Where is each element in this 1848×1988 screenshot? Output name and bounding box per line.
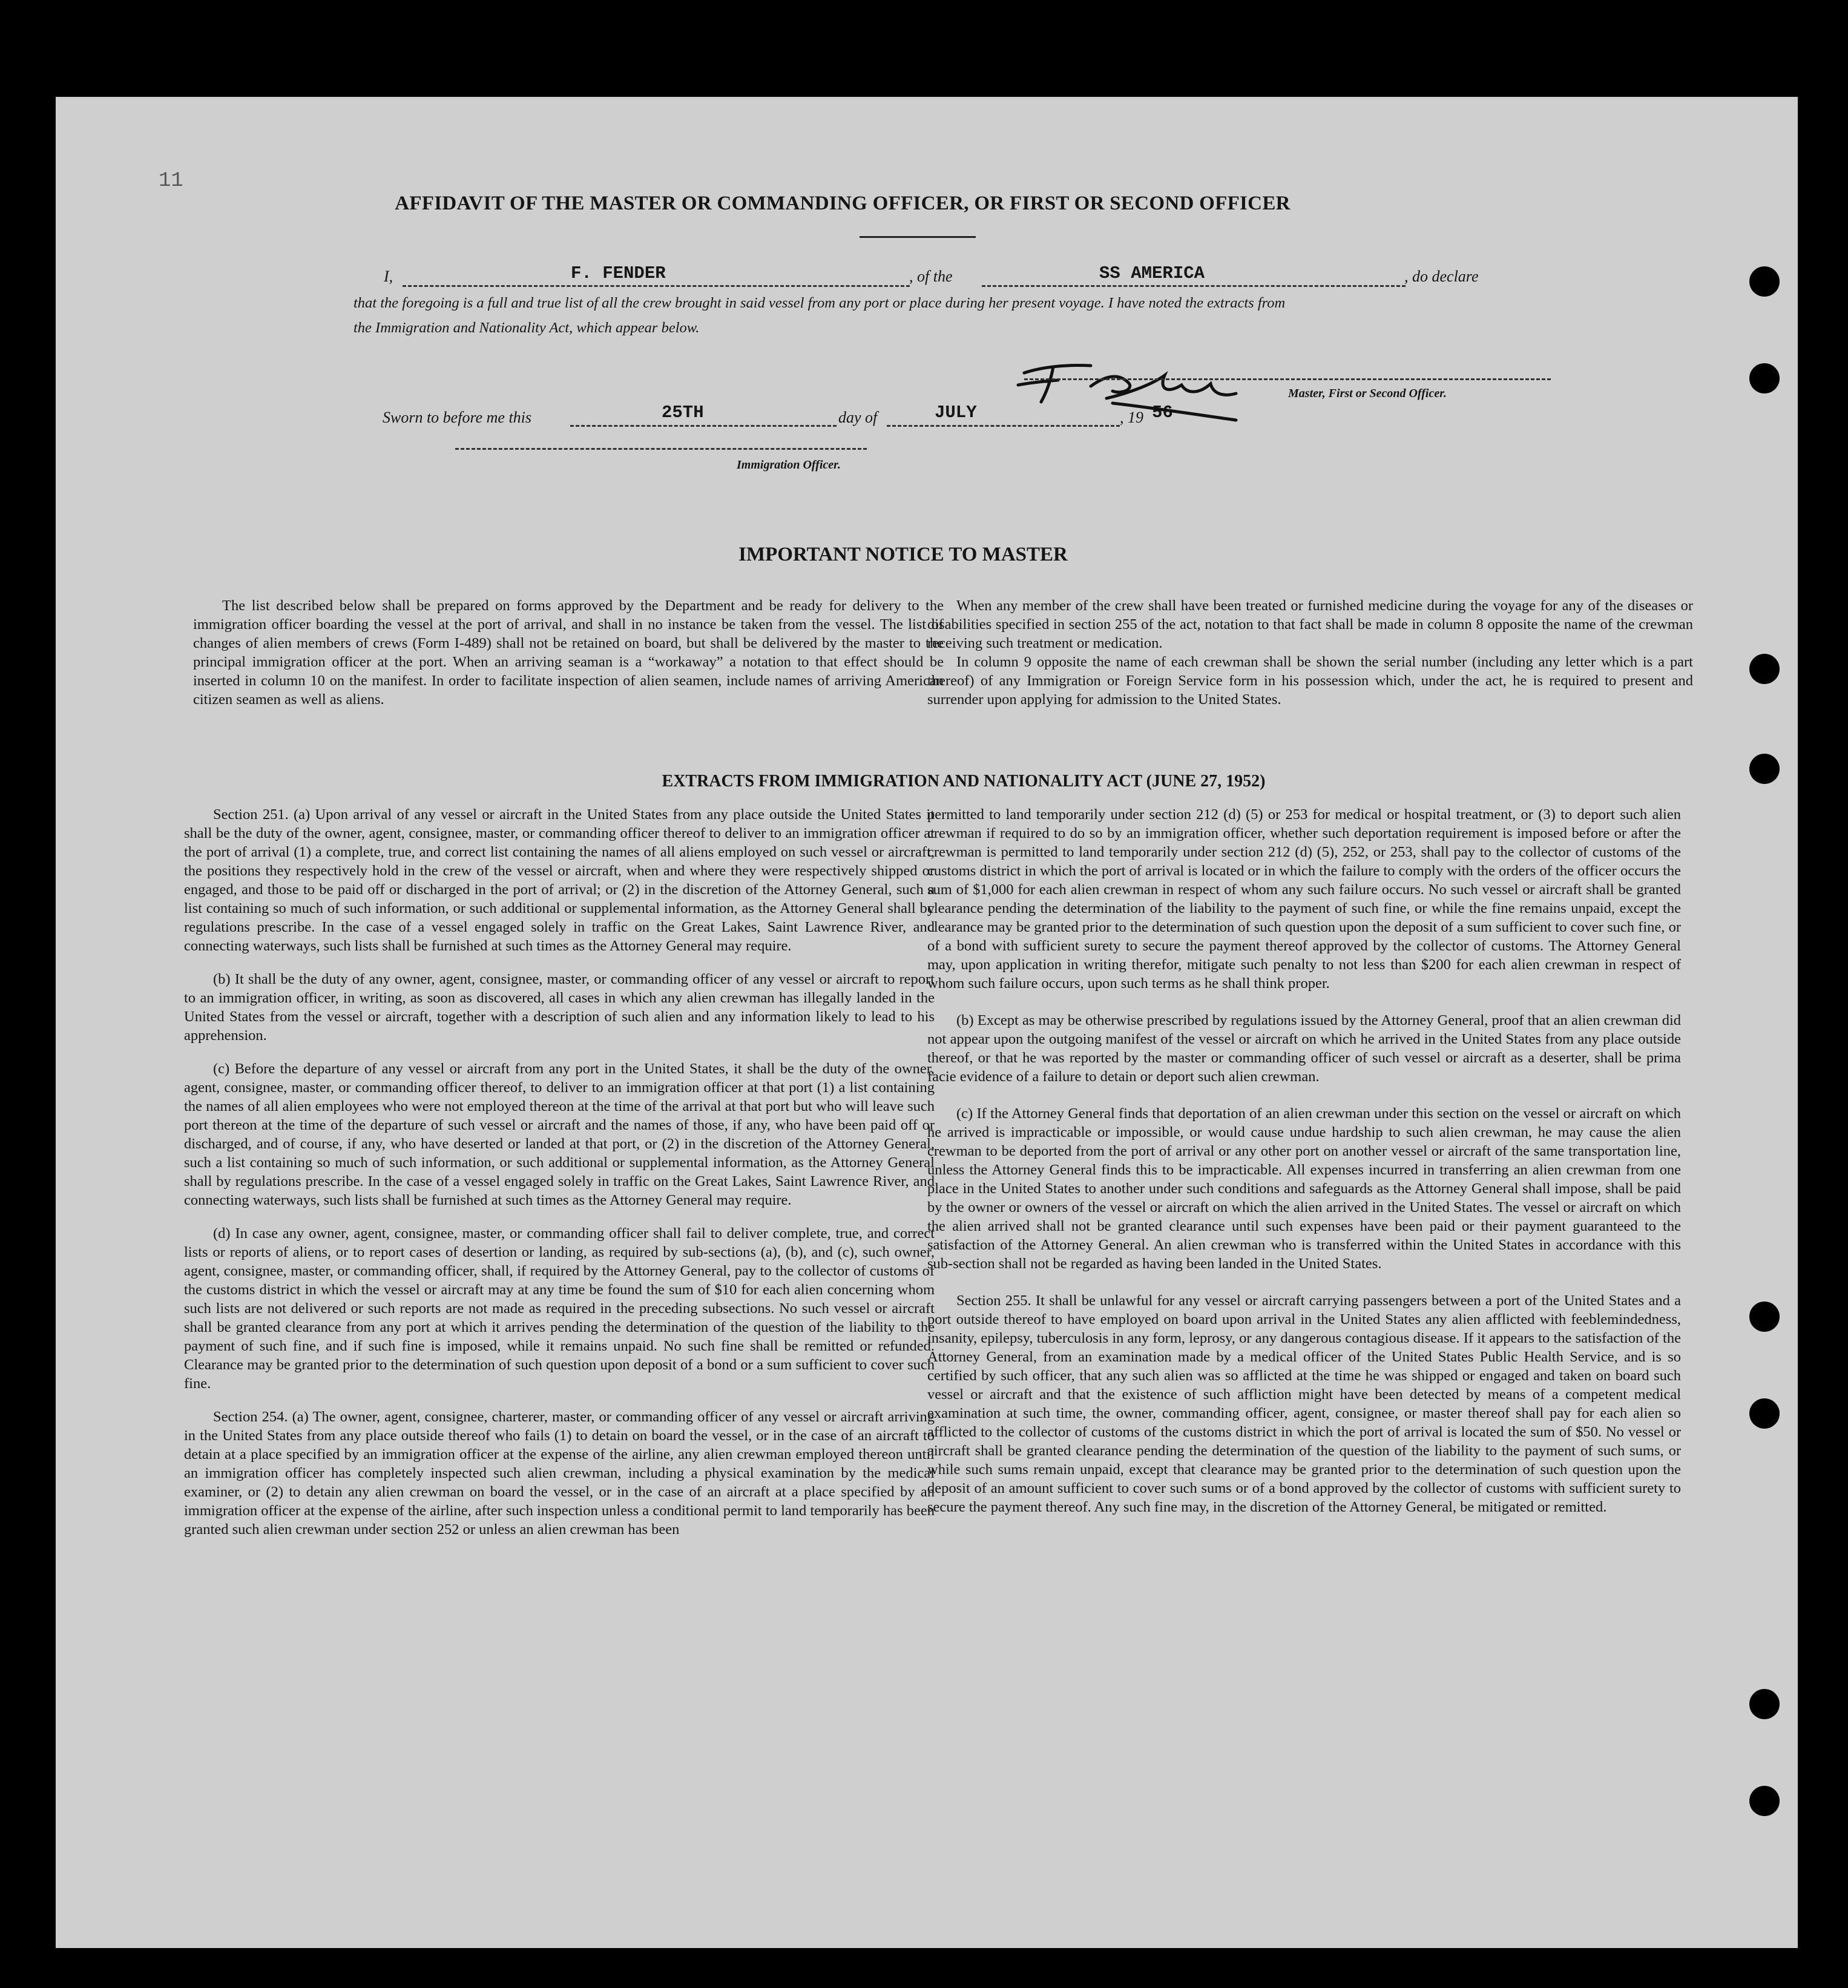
- extracts-title: EXTRACTS FROM IMMIGRATION AND NATIONALITY ACT (JUNE 27, 1952): [662, 772, 1266, 791]
- margin-note: 11: [159, 170, 183, 193]
- section-254c: (c) If the Attorney General finds that deportation of an alien crewman under this section on the vessel or aircraft on which he arrived is impracticable or impossible, or would cause undue hardship to such alien crewman, he may cause the alien crewman to be deported from the port of arrival or any other port on another vessel or aircraft of the same transportation line, unless the Attorney General finds this to be impracticable. All expenses incurred in transferring an alien crewman from one place in the United States to another under such conditions and safeguards as the Attorney General shall impose, shall be paid by the owner or owners of the vessel or aircraft on which the alien arrived in the United States. The vessel or aircraft on which the alien arrived shall not be granted clearance until such expenses have been paid or their payment guaranteed to the satisfaction of the Attorney General. An alien crewman who is transferred within the United States in accordance with this sub-section shall not be regarded as having been landed in the United States.: [927, 1105, 1681, 1272]
- signature-line: [1024, 372, 1551, 380]
- i-label: I,: [384, 268, 393, 285]
- section-254a-continued: permitted to land temporarily under section 212 (d) (5) or 253 for medical or hospital treatment, or (3) to deport such alien crewman if required to do so by an immigration officer, whether such deportation requirement is imposed before or after the crewman is permitted to land temporarily under section 212 (d) (5), 252, or 253, shall pay to the collector of customs of the customs district in which the port of arrival is located or in which the failure to comply with the orders of the officer occurs the sum of $1,000 for each alien crewman in respect of whom any such failure occurs. No such vessel or aircraft shall be granted clearance pending the determination of the liability to the payment of such fine, or while the fine remains unpaid, except the clearance may be granted prior to the determination of such question upon the deposit of a sum sufficient to cover such fine, or of a bond with sufficient surety to secure the payment thereof approved by the collector of customs. The Attorney General may, upon application in writing therefor, mitigate such penalty to not less than $200 for each alien crewman in respect of whom such failure occurs, upon such terms as he shall think proper.: [927, 806, 1681, 992]
- punch-hole: [1749, 654, 1780, 684]
- sworn-day-value: 25TH: [659, 403, 706, 423]
- signature-caption: Master, First or Second Officer.: [1288, 387, 1447, 400]
- punch-hole: [1749, 1398, 1780, 1429]
- notice-left-text: The list described below shall be prepared on forms approved by the Department and be ready for delivery to the immigration officer boarding the vessel at the port of arrival, and shall in no instance be taken from the vessel. The list of changes of alien members of crews (Form I-489) shall not be retained on board, but shall be delivered by the master to the principal immigration officer at the port. When an arriving seaman is a “workaway” a notation to that effect should be inserted in column 10 on the manifest. In order to facilitate inspection of alien seamen, include names of arriving American citizen seamen as well as aliens.: [193, 597, 944, 708]
- sworn-label: Sworn to before me this: [383, 409, 532, 426]
- punch-hole: [1749, 1302, 1780, 1332]
- punch-hole: [1749, 754, 1780, 784]
- notice-right-text-2: In column 9 opposite the name of each crewman shall be shown the serial number (including any letter which is a part thereof) of any Immigration or Foreign Service form in his possession which, under the act, he is required to present and surrender upon applying for admission to the United States.: [927, 654, 1693, 708]
- notice-right-column: [927, 596, 1693, 709]
- do-declare-label: , do declare: [1404, 268, 1479, 285]
- notice-left-column: [193, 596, 944, 723]
- extracts-right-column: [927, 805, 1681, 1531]
- section-251c: (c) Before the departure of any vessel or aircraft from any port in the United States, it shall be the duty of the owner, agent, consignee, master, or commanding officer thereof, to deliver to an immigration officer at that port (1) a list containing the names of all alien employees who were not employed thereon at the time of the arrival at that port but who will leave such port thereon at the time of the departure of such vessel or aircraft and the names of those, if any, who have been paid off or discharged, and of course, if any, who have deserted or landed at that port, or (2) in the discretion of the Attorney General, such a list containing so much of such information, or such additional or supplemental information, as the Attorney General shall by regulations prescribe. In the case of a vessel engaged solely in traffic on the Great Lakes, Saint Lawrence River, and connecting waterways, such lists shall be furnished at such times as the Attorney General may require.: [184, 1061, 935, 1208]
- punch-hole: [1749, 1786, 1780, 1816]
- punch-hole: [1749, 363, 1780, 393]
- year-value: 56: [1152, 403, 1173, 423]
- title-rule: [860, 236, 976, 238]
- statement-line-2: the Immigration and Nationality Act, which appear below.: [353, 320, 700, 336]
- statement-line-1: that the foregoing is a full and true list of all the crew brought in said vessel from any port or place during her present voyage. I have noted the extracts from: [353, 295, 1286, 311]
- officer-name-value: F. FENDER: [568, 263, 668, 283]
- affidavit-title: AFFIDAVIT OF THE MASTER OR COMMANDING OFFICER, OR FIRST OR SECOND OFFICER: [395, 193, 1291, 214]
- section-251d: (d) In case any owner, agent, consignee, master, or commanding officer shall fail to deliver complete, true, and correct lists or reports of aliens, or to report cases of desertion or landing, as required by sub-sections (a), (b), and (c), such owner, agent, consignee, master, or commanding officer, shall, if required by the Attorney General, pay to the collector of customs of the customs district in which the vessel or aircraft may at any time be found the sum of $10 for each alien concerning whom such lists are not delivered or such reports are not made as required in the preceding subsections. No such vessel or aircraft shall be granted clearance from any port at which it arrives pending the determination of the question of the liability to the payment of such fine, and if such fine is imposed, while it remains unpaid. No such fine shall be remitted or refunded. Clearance may be granted prior to the determination of such question upon deposit of a bond or a sum sufficient to cover such fine.: [184, 1225, 935, 1392]
- immigration-officer-caption: Immigration Officer.: [737, 458, 841, 472]
- section-254b: (b) Except as may be otherwise prescribed by regulations issued by the Attorney General, proof that an alien crewman did not appear upon the outgoing manifest of the vessel or aircraft on which he arrived in the United States from any place outside thereof, or that he was reported by the master or commanding officer of such vessel or aircraft as a deserter, shall be prima facie evidence of a failure to detain or deport such alien crewman.: [927, 1012, 1681, 1085]
- section-251a: Section 251. (a) Upon arrival of any vessel or aircraft in the United States from any place outside the United States it shall be the duty of the owner, agent, consignee, master, or commanding officer thereof to deliver to an immigration officer at the port of arrival (1) a complete, true, and correct list containing the names of all aliens employed on such vessel or aircraft, the positions they respectively hold in the crew of the vessel or aircraft, when and where they were respectively shipped or engaged, and those to be paid off or discharged in the port of arrival; or (2) in the discretion of the Attorney General, such a list containing so much of such information, or such additional or supplemental information, as the Attorney General shall by regulations prescribe. In the case of a vessel engaged solely in traffic on the Great Lakes, Saint Lawrence River, and connecting waterways, such lists shall be furnished at such times as the Attorney General may require.: [184, 806, 935, 954]
- section-251b: (b) It shall be the duty of any owner, agent, consignee, master, or commanding officer of any vessel or aircraft to report to an immigration officer, in writing, as soon as discovered, all cases in which any alien crewman has illegally landed in the United States from the vessel or aircraft, together with a description of such alien and any information likely to lead to his apprehension.: [184, 971, 935, 1044]
- sworn-month-value: JULY: [932, 403, 979, 423]
- document-page: [56, 97, 1798, 1948]
- notice-right-text-1: When any member of the crew shall have been treated or furnished medicine during the voyage for any of the diseases or disabilities specified in section 255 of the act, notation to that fact shall be made in column 8 opposite the name of the crewman receiving such treatment or medication.: [927, 597, 1693, 651]
- vessel-name-value: SS AMERICA: [1097, 263, 1207, 283]
- section-254a: Section 254. (a) The owner, agent, consignee, charterer, master, or commanding officer of any vessel or aircraft arriving in the United States from any place outside thereof who fails (1) to detain on board the vessel, or in the case of an aircraft to detain at a place specified by an immigration officer at the expense of the airline, any alien crewman employed thereon until an immigration officer has completely inspected such alien crewman, including a physical examination by the medical examiner, or (2) to detain any alien crewman on board the vessel, or in the case of an aircraft at a place specified by an immigration officer at the expense of the airline, after such inspection unless a conditional permit to land temporarily has been granted such alien crewman under section 252 or unless an alien crewman has been: [184, 1409, 935, 1538]
- year-prefix: , 19: [1120, 409, 1143, 426]
- day-of-label: day of: [838, 409, 878, 426]
- immigration-officer-line: [455, 442, 867, 450]
- punch-hole: [1749, 266, 1780, 297]
- extracts-left-column: [184, 805, 935, 1553]
- punch-hole: [1749, 1689, 1780, 1719]
- sworn-month-line: [887, 408, 1120, 427]
- notice-title: IMPORTANT NOTICE TO MASTER: [738, 544, 1068, 565]
- of-the-label: , of the: [909, 268, 953, 285]
- section-255: Section 255. It shall be unlawful for any vessel or aircraft carrying passengers between a port of the United States and a port outside thereof to have employed on board upon arrival in the United States any alien afflicted with feeblemindedness, insanity, epilepsy, tuberculosis in any form, leprosy, or any dangerous contagious disease. If it appears to the satisfaction of the Attorney General, from an examination made by a medical officer of the United States Public Health Service, and is so certified by such officer, that any such alien was so afflicted at the time he was shipped or engaged and taken on board such vessel or aircraft and that the existence of such affliction might have been detected by means of a competent medical examination at such time, the owner, commanding officer, agent, consignee, or master thereof shall pay for each alien so afflicted to the collector of customs of the customs district in which the port of arrival is located the sum of $50. No vessel or aircraft shall be granted clearance pending the determination of the question of the liability to the payment of such sums, or while such sums remain unpaid, except that clearance may be granted prior to the determination of such question upon the deposit of an amount sufficient to cover such sums or of a bond approved by the collector of customs with sufficient surety to secure the payment thereof. Any such fine may, in the discretion of the Attorney General, be mitigated or remitted.: [927, 1292, 1681, 1515]
